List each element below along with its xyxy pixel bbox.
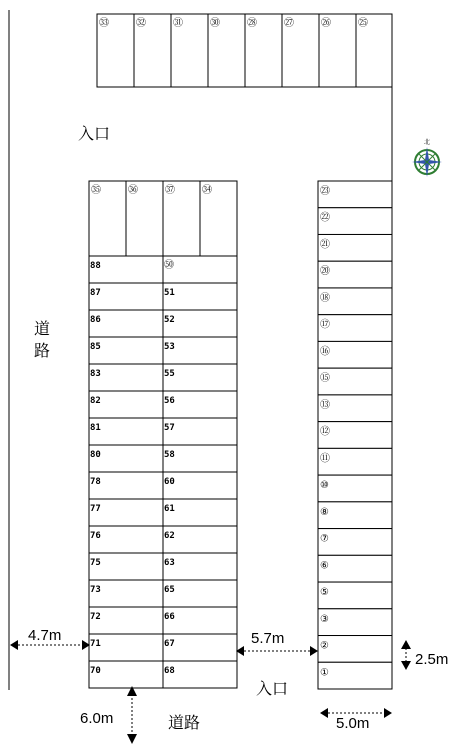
space-right-17	[318, 636, 392, 663]
space-middle-12	[163, 580, 237, 607]
space-right-14	[318, 555, 392, 582]
space-right-15	[318, 582, 392, 609]
space-left-1-label: 87	[90, 288, 101, 298]
space-left-3-label: 85	[90, 342, 101, 352]
space-left-11-label: 75	[90, 558, 101, 568]
space-middle-12-label: 65	[164, 585, 175, 595]
space-middle-14	[163, 634, 237, 661]
space-block-top-1	[126, 181, 163, 256]
middle-column-spaces	[163, 256, 237, 688]
middle-gap-label: 5.7m	[251, 630, 285, 647]
space-right-16	[318, 609, 392, 636]
space-middle-0-label: ㊿	[164, 260, 174, 271]
space-middle-5	[163, 391, 237, 418]
space-left-8	[89, 472, 163, 499]
space-middle-3-label: 53	[164, 342, 175, 352]
entrance-top-label: 入口	[78, 124, 111, 143]
space-left-0-label: 88	[90, 261, 101, 271]
space-top-3	[208, 14, 245, 87]
space-right-17-label: ②	[320, 640, 329, 652]
space-top-6	[319, 14, 356, 87]
space-top-4-label: ㉘	[247, 18, 257, 29]
space-right-13	[318, 529, 392, 556]
space-right-14-label: ⑥	[320, 560, 329, 572]
space-middle-10-label: 62	[164, 531, 175, 541]
space-left-1	[89, 283, 163, 310]
space-top-4	[245, 14, 282, 87]
space-left-2-label: 86	[90, 315, 101, 325]
space-top-6-label: ㉖	[321, 18, 331, 29]
space-middle-11-label: 63	[164, 558, 175, 568]
space-left-11	[89, 553, 163, 580]
space-top-7	[356, 14, 392, 87]
space-right-18-label: ①	[320, 667, 329, 679]
space-middle-15-label: 68	[164, 666, 175, 676]
space-right-0-label: ㉓	[320, 186, 330, 197]
bottom-gap-label: 6.0m	[80, 710, 114, 727]
space-middle-9	[163, 499, 237, 526]
space-middle-7-label: 58	[164, 450, 175, 460]
space-right-1-label: ㉒	[320, 212, 330, 224]
space-middle-8-label: 60	[164, 477, 175, 487]
space-right-18	[318, 662, 392, 689]
space-middle-2	[163, 310, 237, 337]
space-middle-5-label: 56	[164, 396, 175, 406]
space-middle-6	[163, 418, 237, 445]
space-block-top-0	[89, 181, 126, 256]
road-left-label-2: 路	[34, 341, 51, 360]
center-block-top-spaces	[89, 181, 237, 256]
space-right-7	[318, 368, 392, 395]
space-right-7-label: ⑮	[320, 373, 330, 385]
space-right-16-label: ③	[320, 613, 329, 625]
space-block-top-2-label: ㊲	[165, 185, 175, 196]
space-middle-7	[163, 445, 237, 472]
space-right-11	[318, 475, 392, 502]
space-right-12-label: ⑧	[320, 506, 329, 518]
space-top-7-label: ㉕	[358, 18, 368, 29]
space-right-5	[318, 315, 392, 342]
dimension-left-gap	[10, 627, 90, 650]
space-middle-6-label: 57	[164, 423, 175, 433]
space-top-5	[282, 14, 319, 87]
space-middle-1	[163, 283, 237, 310]
dimension-bottom-gap	[80, 686, 137, 744]
space-middle-1-label: 51	[164, 288, 175, 298]
space-left-4-label: 83	[90, 369, 101, 379]
space-length-label: 2.5m	[415, 651, 449, 668]
space-middle-13-label: 66	[164, 612, 175, 622]
space-left-12-label: 73	[90, 585, 101, 595]
space-block-top-3	[200, 181, 237, 256]
road-left-label-1: 道	[34, 319, 51, 338]
space-left-9-label: 77	[90, 504, 101, 514]
space-top-1-label: ㉜	[136, 18, 146, 29]
space-top-0-label: ㉝	[99, 18, 109, 29]
space-left-13-label: 72	[90, 612, 101, 622]
space-left-7	[89, 445, 163, 472]
space-right-0	[318, 181, 392, 208]
space-left-3	[89, 337, 163, 364]
space-right-3	[318, 261, 392, 288]
space-right-10-label: ⑪	[320, 453, 330, 465]
space-middle-4-label: 55	[164, 369, 175, 379]
space-left-6-label: 81	[90, 423, 101, 433]
space-right-6	[318, 341, 392, 368]
space-right-1	[318, 208, 392, 235]
dimension-middle-gap	[236, 630, 318, 656]
space-top-2	[171, 14, 208, 87]
dimension-space-width	[320, 708, 392, 732]
space-middle-3	[163, 337, 237, 364]
space-top-2-label: ㉛	[173, 18, 183, 29]
space-left-14-label: 71	[90, 639, 101, 649]
space-middle-0	[163, 256, 237, 283]
space-right-4-label: ⑱	[320, 292, 330, 304]
space-middle-13	[163, 607, 237, 634]
space-top-1	[134, 14, 171, 87]
space-left-7-label: 80	[90, 450, 101, 460]
space-right-6-label: ⑯	[320, 346, 330, 358]
space-right-3-label: ⑳	[320, 266, 330, 278]
space-right-9	[318, 422, 392, 449]
space-block-top-2	[163, 181, 200, 256]
space-block-top-3-label: ㉞	[202, 185, 212, 196]
space-left-10	[89, 526, 163, 553]
space-left-13	[89, 607, 163, 634]
space-middle-2-label: 52	[164, 315, 175, 325]
space-left-5	[89, 391, 163, 418]
space-left-12	[89, 580, 163, 607]
space-middle-14-label: 67	[164, 639, 175, 649]
space-middle-9-label: 61	[164, 504, 175, 514]
space-right-8	[318, 395, 392, 422]
space-middle-4	[163, 364, 237, 391]
space-left-9	[89, 499, 163, 526]
left-column-spaces	[89, 256, 163, 688]
space-left-5-label: 82	[90, 396, 101, 406]
space-left-14	[89, 634, 163, 661]
space-width-label: 5.0m	[336, 715, 370, 732]
road-bottom-label: 道路	[168, 713, 201, 732]
space-right-8-label: ⑬	[320, 399, 330, 411]
space-right-9-label: ⑫	[320, 426, 330, 438]
entrance-bottom-label: 入口	[256, 679, 289, 698]
compass-rose-icon	[412, 138, 442, 177]
space-right-15-label: ⑤	[320, 587, 329, 599]
space-left-8-label: 78	[90, 477, 101, 487]
dimension-space-length	[401, 640, 448, 670]
space-left-6	[89, 418, 163, 445]
space-right-2-label: ㉑	[320, 239, 330, 251]
space-middle-11	[163, 553, 237, 580]
space-left-0	[89, 256, 163, 283]
space-left-10-label: 76	[90, 531, 101, 541]
left-gap-label: 4.7m	[28, 627, 62, 644]
space-left-15	[89, 661, 163, 688]
top-row-spaces	[97, 14, 392, 87]
space-block-top-1-label: ㊱	[128, 185, 138, 196]
space-left-2	[89, 310, 163, 337]
space-middle-10	[163, 526, 237, 553]
space-middle-15	[163, 661, 237, 688]
space-right-13-label: ⑦	[320, 533, 329, 545]
space-top-3-label: ㉚	[210, 18, 220, 29]
space-right-12	[318, 502, 392, 529]
space-middle-8	[163, 472, 237, 499]
space-top-0	[97, 14, 134, 87]
right-column-spaces	[318, 181, 392, 689]
space-top-5-label: ㉗	[284, 18, 294, 29]
space-left-4	[89, 364, 163, 391]
space-right-4	[318, 288, 392, 315]
space-right-2	[318, 234, 392, 261]
space-right-5-label: ⑰	[320, 319, 330, 331]
space-right-10	[318, 448, 392, 475]
compass-north-label: 北	[424, 139, 431, 146]
space-right-11-label: ⑩	[320, 480, 329, 492]
space-block-top-0-label: ㉟	[91, 185, 101, 196]
space-left-15-label: 70	[90, 666, 101, 676]
